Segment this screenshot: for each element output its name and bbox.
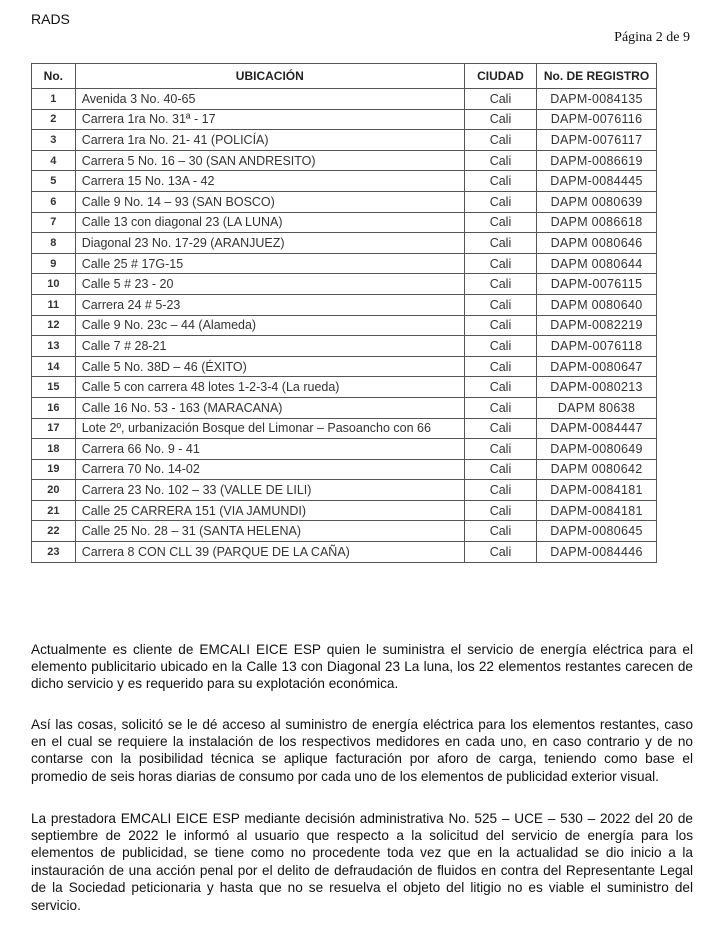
row-location: Calle 9 No. 14 – 93 (SAN BOSCO): [75, 191, 464, 212]
row-registry: DAPM 0080640: [537, 294, 657, 315]
row-registry: DAPM 0086618: [537, 212, 657, 233]
row-number: 15: [32, 377, 76, 398]
row-number: 18: [32, 439, 76, 460]
row-number: 9: [32, 253, 76, 274]
col-header-registry: No. DE REGISTRO: [537, 64, 657, 89]
table-body: [32, 89, 657, 563]
row-city: Cali: [464, 212, 536, 233]
row-number: 21: [32, 500, 76, 521]
row-city: Cali: [464, 109, 536, 130]
row-number: 19: [32, 459, 76, 480]
row-city: Cali: [464, 89, 536, 110]
row-registry: DAPM-0084446: [537, 542, 657, 563]
row-location: Calle 5 # 23 - 20: [75, 274, 464, 295]
row-registry: DAPM-0076117: [537, 130, 657, 151]
table-row: [32, 356, 657, 377]
row-registry: DAPM-0084447: [537, 418, 657, 439]
col-header-location: UBICACIÓN: [75, 64, 464, 89]
row-registry: DAPM 0080639: [537, 191, 657, 212]
row-registry: DAPM 0080642: [537, 459, 657, 480]
row-location: Carrera 15 No. 13A - 42: [75, 171, 464, 192]
row-city: Cali: [464, 500, 536, 521]
table-row: [32, 459, 657, 480]
row-location: Calle 7 # 28-21: [75, 336, 464, 357]
row-city: Cali: [464, 274, 536, 295]
row-location: Lote 2º, urbanización Bosque del Limonar – Pasoancho con 66: [75, 418, 464, 439]
row-city: Cali: [464, 233, 536, 254]
row-registry: DAPM-0082219: [537, 315, 657, 336]
row-city: Cali: [464, 336, 536, 357]
row-location: Carrera 5 No. 16 – 30 (SAN ANDRESITO): [75, 150, 464, 171]
row-number: 6: [32, 191, 76, 212]
row-city: Cali: [464, 542, 536, 563]
table-row: [32, 542, 657, 563]
row-location: Calle 9 No. 23c – 44 (Alameda): [75, 315, 464, 336]
table-row: [32, 377, 657, 398]
row-city: Cali: [464, 294, 536, 315]
row-number: 10: [32, 274, 76, 295]
row-location: Calle 13 con diagonal 23 (LA LUNA): [75, 212, 464, 233]
row-registry: DAPM-0076118: [537, 336, 657, 357]
row-city: Cali: [464, 253, 536, 274]
row-city: Cali: [464, 418, 536, 439]
table-header-row: [32, 64, 657, 89]
row-number: 13: [32, 336, 76, 357]
row-registry: DAPM-0084445: [537, 171, 657, 192]
row-location: Avenida 3 No. 40-65: [75, 89, 464, 110]
row-location: Carrera 8 CON CLL 39 (PARQUE DE LA CAÑA): [75, 542, 464, 563]
table-row: [32, 171, 657, 192]
row-number: 3: [32, 130, 76, 151]
row-registry: DAPM-0086619: [537, 150, 657, 171]
row-registry: DAPM 80638: [537, 397, 657, 418]
row-city: Cali: [464, 191, 536, 212]
table-row: [32, 294, 657, 315]
table-row: [32, 150, 657, 171]
row-city: Cali: [464, 171, 536, 192]
table-row: [32, 212, 657, 233]
row-registry: DAPM-0084181: [537, 480, 657, 501]
row-number: 16: [32, 397, 76, 418]
row-registry: DAPM-0080645: [537, 521, 657, 542]
registry-table: [31, 63, 657, 563]
row-registry: DAPM-0076115: [537, 274, 657, 295]
paragraph-3: La prestadora EMCALI EICE ESP mediante decisión administrativa No. 525 – UCE – 530 – 2022 del 20 de septiembre de 2022 le informó al usuario que respecto a la solicitud del servicio de energía para los elementos de publicidad, se tiene como no procedente toda vez que en la actualidad se dio inicio a la instauración de una acción penal por el delito de defraudación de fluidos en contra del Representante Legal de la Sociedad peticionaria y hasta que no se resuelva el objeto del litigio no es viable el suministro del servicio.: [31, 810, 693, 913]
row-registry: DAPM-0080647: [537, 356, 657, 377]
row-number: 2: [32, 109, 76, 130]
row-location: Carrera 66 No. 9 - 41: [75, 439, 464, 460]
row-number: 22: [32, 521, 76, 542]
row-registry: DAPM-0084135: [537, 89, 657, 110]
table-row: [32, 439, 657, 460]
row-number: 12: [32, 315, 76, 336]
row-city: Cali: [464, 521, 536, 542]
table-row: [32, 89, 657, 110]
row-city: Cali: [464, 315, 536, 336]
col-header-city: CIUDAD: [464, 64, 536, 89]
table-row: [32, 480, 657, 501]
page-number: Página 2 de 9: [614, 30, 690, 45]
row-location: Diagonal 23 No. 17-29 (ARANJUEZ): [75, 233, 464, 254]
row-number: 23: [32, 542, 76, 563]
row-number: 17: [32, 418, 76, 439]
row-number: 1: [32, 89, 76, 110]
row-city: Cali: [464, 150, 536, 171]
table-row: [32, 233, 657, 254]
row-city: Cali: [464, 439, 536, 460]
row-location: Carrera 70 No. 14-02: [75, 459, 464, 480]
row-city: Cali: [464, 356, 536, 377]
row-location: Calle 25 # 17G-15: [75, 253, 464, 274]
row-city: Cali: [464, 459, 536, 480]
row-city: Cali: [464, 130, 536, 151]
table-row: [32, 109, 657, 130]
row-number: 11: [32, 294, 76, 315]
row-city: Cali: [464, 480, 536, 501]
row-location: Carrera 1ra No. 31ª - 17: [75, 109, 464, 130]
row-registry: DAPM-0076116: [537, 109, 657, 130]
row-registry: DAPM-0080213: [537, 377, 657, 398]
paragraph-2: Así las cosas, solicitó se le dé acceso al suministro de energía eléctrica para los elementos restantes, caso en el cual se requiere la instalación de los respectivos medidores en cada uno, en caso contrario y de no contarse con la posibilidad técnica se aplique facturación por aforo de carga, teniendo como base el promedio de seis horas diarias de consumo por cada uno de los elementos de publicidad exterior visual.: [31, 716, 693, 784]
row-location: Calle 25 CARRERA 151 (VIA JAMUNDI): [75, 500, 464, 521]
row-location: Calle 25 No. 28 – 31 (SANTA HELENA): [75, 521, 464, 542]
table-row: [32, 336, 657, 357]
row-location: Carrera 1ra No. 21- 41 (POLICÍA): [75, 130, 464, 151]
row-number: 4: [32, 150, 76, 171]
row-location: Carrera 23 No. 102 – 33 (VALLE DE LILI): [75, 480, 464, 501]
row-registry: DAPM 0080646: [537, 233, 657, 254]
row-location: Carrera 24 # 5-23: [75, 294, 464, 315]
row-registry: DAPM-0084181: [537, 500, 657, 521]
row-number: 8: [32, 233, 76, 254]
table-row: [32, 521, 657, 542]
table-row: [32, 130, 657, 151]
row-number: 7: [32, 212, 76, 233]
paragraph-1: Actualmente es cliente de EMCALI EICE ESP quien le suministra el servicio de energía eléctrica para el elemento publicitario ubicado en la Calle 13 con Diagonal 23 La luna, los 22 elementos restantes carecen de dicho servicio y es requerido para su explotación económica.: [31, 641, 693, 692]
row-number: 5: [32, 171, 76, 192]
table-row: [32, 397, 657, 418]
table-row: [32, 418, 657, 439]
row-city: Cali: [464, 397, 536, 418]
row-location: Calle 5 No. 38D – 46 (ÉXITO): [75, 356, 464, 377]
row-city: Cali: [464, 377, 536, 398]
table-row: [32, 274, 657, 295]
col-header-no: No.: [32, 64, 76, 89]
row-registry: DAPM-0080649: [537, 439, 657, 460]
table-row: [32, 253, 657, 274]
row-location: Calle 16 No. 53 - 163 (MARACANA): [75, 397, 464, 418]
row-registry: DAPM 0080644: [537, 253, 657, 274]
header-org: RADS: [31, 11, 70, 27]
table-row: [32, 191, 657, 212]
row-location: Calle 5 con carrera 48 lotes 1-2-3-4 (La rueda): [75, 377, 464, 398]
row-number: 20: [32, 480, 76, 501]
row-number: 14: [32, 356, 76, 377]
table-row: [32, 315, 657, 336]
table-row: [32, 500, 657, 521]
